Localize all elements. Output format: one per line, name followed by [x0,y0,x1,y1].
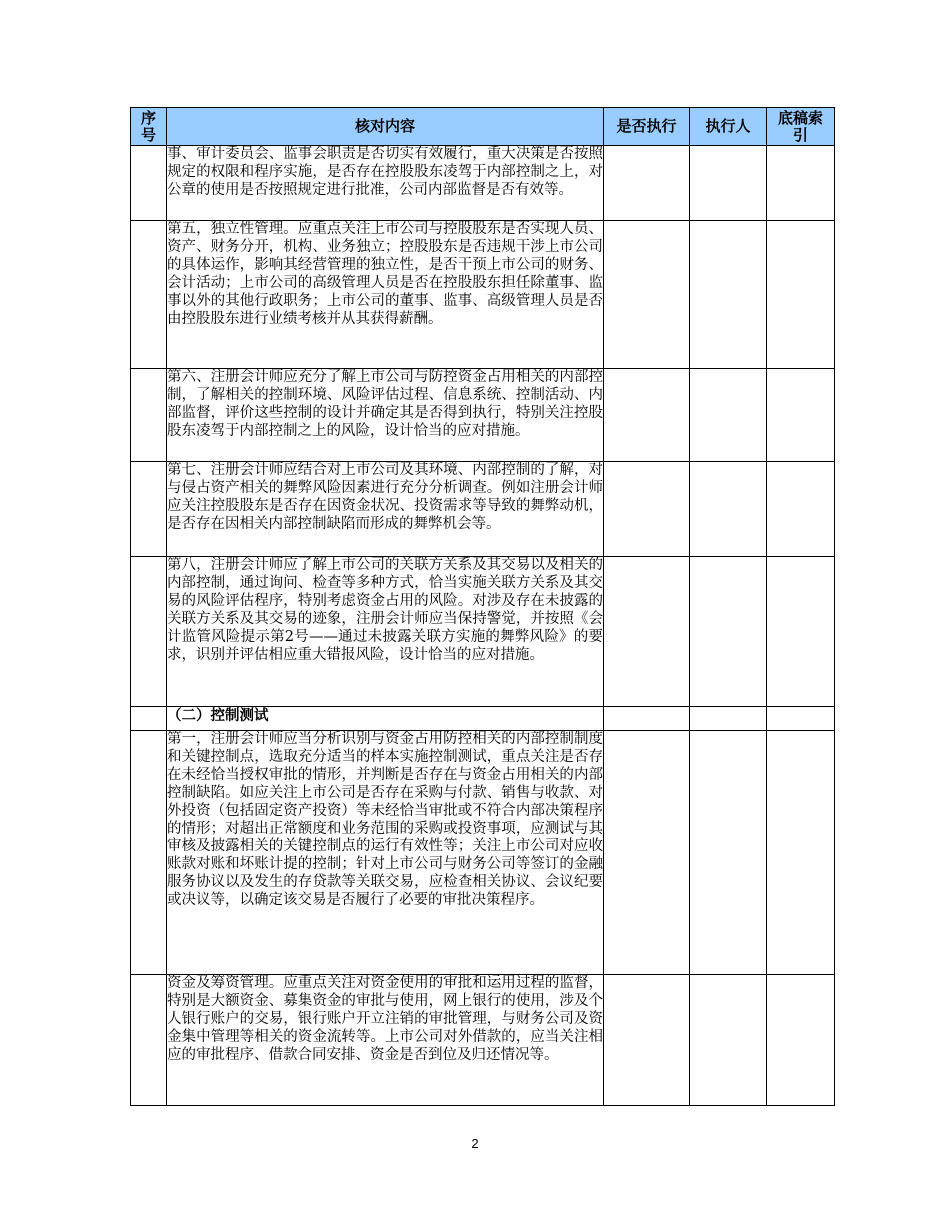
workpaper-index-cell[interactable] [767,146,835,221]
table-row [131,557,835,707]
header-content: 核对内容 [167,108,604,146]
content-cell: 第六、注册会计师应充分了解上市公司与防控资金占用相关的内部控制，了解相关的控制环境、风险评估过程、信息系统、控制活动、内部监督，评价这些控制的设计并确定其是否得到执行，特别关注控股股东凌驾于内部控制之上的风险，设计恰当的应对措施。 [167,369,604,462]
table-row [131,146,835,221]
executor-cell[interactable] [690,221,767,369]
executed-cell[interactable] [604,975,690,1106]
checklist-table [130,107,835,1106]
executed-cell[interactable] [604,557,690,707]
section-heading: （二）控制测试 [167,707,604,731]
executed-cell[interactable] [604,146,690,221]
executor-cell[interactable] [690,369,767,462]
executed-cell[interactable] [604,369,690,462]
workpaper-index-cell[interactable] [767,369,835,462]
workpaper-index-cell[interactable] [767,221,835,369]
table-row [131,975,835,1106]
executed-cell[interactable] [604,462,690,557]
table-body [131,146,835,1106]
header-seq [131,108,167,146]
executor-cell[interactable] [690,557,767,707]
executor-cell[interactable] [690,975,767,1106]
executor-cell[interactable] [690,462,767,557]
table-row [131,369,835,462]
header-workpaper-index-label: 底稿索引 [777,109,823,144]
executor-cell[interactable] [690,707,767,731]
seq-cell [131,221,167,369]
executed-cell[interactable] [604,707,690,731]
table-row [131,731,835,975]
workpaper-index-cell[interactable] [767,557,835,707]
table-row [131,221,835,369]
content-cell: 第八，注册会计师应了解上市公司的关联方关系及其交易以及相关的内部控制，通过询问、检查等多种方式，恰当实施关联方关系及其交易的风险评估程序，特别考虑资金占用的风险。对涉及存在未披露的关联方关系及其交易的迹象，注册会计师应当保持警觉，并按照《会计监管风险提示第2号——通过未披露关联方实施的舞弊风险》的要求，识别并评估相应重大错报风险，设计恰当的应对措施。 [167,557,604,707]
table-row [131,462,835,557]
page-number: 2 [471,1136,479,1151]
seq-cell [131,975,167,1106]
section-row [131,707,835,731]
seq-cell [131,146,167,221]
workpaper-index-cell[interactable] [767,707,835,731]
workpaper-index-cell[interactable] [767,462,835,557]
content-cell: 第一，注册会计师应当分析识别与资金占用防控相关的内部控制制度和关键控制点，选取充分适当的样本实施控制测试，重点关注是否存在未经恰当授权审批的情形，并判断是否存在与资金占用相关的内部控制缺陷。如应关注上市公司是否存在采购与付款、销售与收款、对外投资（包括固定资产投资）等未经恰当审批或不符合内部决策程序的情形；对超出正常额度和业务范围的采购或投资事项，应测试与其审核及披露相关的关键控制点的运行有效性等；关注上市公司对应收账款对账和坏账计提的控制；针对上市公司与财务公司等签订的金融服务协议以及发生的存贷款等关联交易，应检查相关协议、会议纪要或决议等，以确定该交易是否履行了必要的审批决策程序。 [167,731,604,975]
content-cell: 第五，独立性管理。应重点关注上市公司与控股股东是否实现人员、资产、财务分开，机构、业务独立；控股股东是否违规干涉上市公司的具体运作，影响其经营管理的独立性，是否干预上市公司的财务、会计活动；上市公司的高级管理人员是否在控股股东担任除董事、监事以外的其他行政职务；上市公司的董事、监事、高级管理人员是否由控股股东进行业绩考核并从其获得薪酬。 [167,221,604,369]
seq-cell [131,369,167,462]
header-seq-label: 序号 [140,109,156,144]
executor-cell[interactable] [690,731,767,975]
header-workpaper-index [767,108,835,146]
executed-cell[interactable] [604,221,690,369]
content-cell: 事、审计委员会、监事会职责是否切实有效履行，重大决策是否按照规定的权限和程序实施，是否存在控股股东凌驾于内部控制之上，对公章的使用是否按照规定进行批准，公司内部监督是否有效等。 [167,146,604,221]
header-executor: 执行人 [690,108,767,146]
content-cell: 资金及筹资管理。应重点关注对资金使用的审批和运用过程的监督，特别是大额资金、募集资金的审批与使用，网上银行的使用，涉及个人银行账户的交易，银行账户开立注销的审批管理，与财务公司及资金集中管理等相关的资金流转等。上市公司对外借款的，应当关注相应的审批程序、借款合同安排、资金是否到位及归还情况等。 [167,975,604,1106]
seq-cell [131,557,167,707]
workpaper-index-cell[interactable] [767,975,835,1106]
executor-cell[interactable] [690,146,767,221]
table-header [131,108,835,146]
content-cell: 第七、注册会计师应结合对上市公司及其环境、内部控制的了解，对与侵占资产相关的舞弊风险因素进行充分分析调查。例如注册会计师应关注控股股东是否存在因资金状况、投资需求等导致的舞弊动机，是否存在因相关内部控制缺陷而形成的舞弊机会等。 [167,462,604,557]
seq-cell [131,731,167,975]
seq-cell [131,462,167,557]
executed-cell[interactable] [604,731,690,975]
workpaper-index-cell[interactable] [767,731,835,975]
header-executed: 是否执行 [604,108,690,146]
seq-cell [131,707,167,731]
